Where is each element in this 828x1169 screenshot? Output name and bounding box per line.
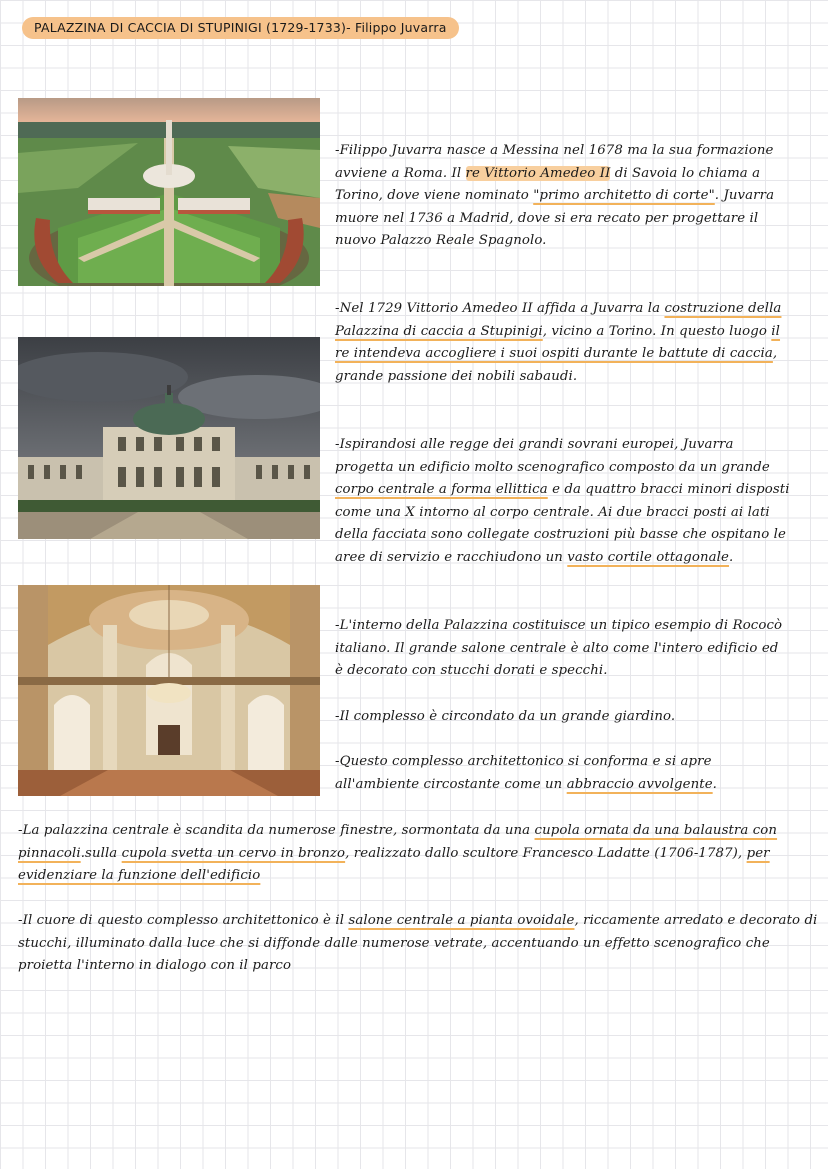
underlined-text: costruzione della Palazzina di caccia a Stupinigi (335, 301, 782, 339)
paragraph-structure: -Ispirandosi alle regge dei grandi sovrani europei, Juvarra progetta un edificio molto scenografico composto da un grande corpo centrale a forma ellittica e da quattro bracci minori disposti come una X intorno al corpo centrale. Ai due bracci posti ai lati della facciata sono collegate costruzioni più basse che ospitano le aree di servizio e racchiudono un vasto cortile ottagonale. (335, 437, 790, 565)
paragraph-biography: -Filippo Juvarra nasce a Messina nel 1678 ma la sua formazione avviene a Roma. Il re Vittorio Amedeo II di Savoia lo chiama a Torino, dove viene nominato "primo architetto di corte". Juvarra muore nel 1736 a Madrid, dove si era recato per progettare il nuovo Palazzo Reale Spagnolo. (335, 143, 775, 249)
underlined-text: cupola ornata da una balaustra con pinnacoli (18, 823, 778, 861)
underlined-text: abbraccio avvolgente (566, 776, 713, 792)
highlighted-text: re Vittorio Amedeo II (465, 165, 611, 181)
paragraph-commission: -Nel 1729 Vittorio Amedeo II affida a Juvarra la costruzione della Palazzina di caccia a Stupinigi, vicino a Torino. In questo luogo il re intendeva accogliere i suoi ospiti durante le battute di caccia, grande passione dei nobili sabaudi. (335, 301, 782, 384)
facade-photo (18, 337, 320, 539)
underlined-text: salone centrale a pianta ovoidale (348, 913, 575, 928)
underlined-text: cupola svetta un cervo in bronzo (121, 845, 346, 861)
paragraph-garden: -Il complesso è circondato da un grande giardino. (335, 709, 676, 724)
underlined-text: il re intendeva accogliere i suoi ospiti durante le battute di caccia (335, 323, 781, 362)
underlined-text: corpo centrale a forma ellittica (335, 482, 548, 498)
underlined-text: per evidenziare la funzione dell'edificio (18, 845, 770, 884)
paragraph-dome: -La palazzina centrale è scandita da numerose finestre, sormontata da una cupola ornata da una balaustra con pinnacoli.sulla cupola svetta un cervo in bronzo, realizzato dallo scultore Francesco Ladatte (1706-1787), per evidenziare la funzione dell'edificio (18, 823, 778, 884)
page-title: PALAZZINA DI CACCIA DI STUPINIGI (1729-1733)- Filippo Juvarra (22, 17, 459, 39)
paragraph-embrace: -Questo complesso architettonico si conforma e si apre all'ambiente circostante come un abbraccio avvolgente. (335, 754, 717, 792)
aerial-view-photo (18, 98, 320, 286)
underlined-text: vasto cortile ottagonale (567, 549, 730, 565)
interior-salon-photo (18, 585, 320, 796)
underlined-text: "primo architetto di corte" (533, 188, 715, 204)
paragraph-salon: -Il cuore di questo complesso architettonico è il salone centrale a pianta ovoidale, riccamente arredato e decorato di stucchi, illuminato dalla luce che si diffonde dalle numerose vetrate, accentuando un effetto scenografico che proietta l'interno in dialogo con il parco (18, 913, 818, 974)
paragraph-interior: -L'interno della Palazzina costituisce un tipico esempio di Rococò italiano. Il grande salone centrale è alto come l'intero edificio ed è decorato con stucchi dorati e specchi. (335, 618, 783, 679)
